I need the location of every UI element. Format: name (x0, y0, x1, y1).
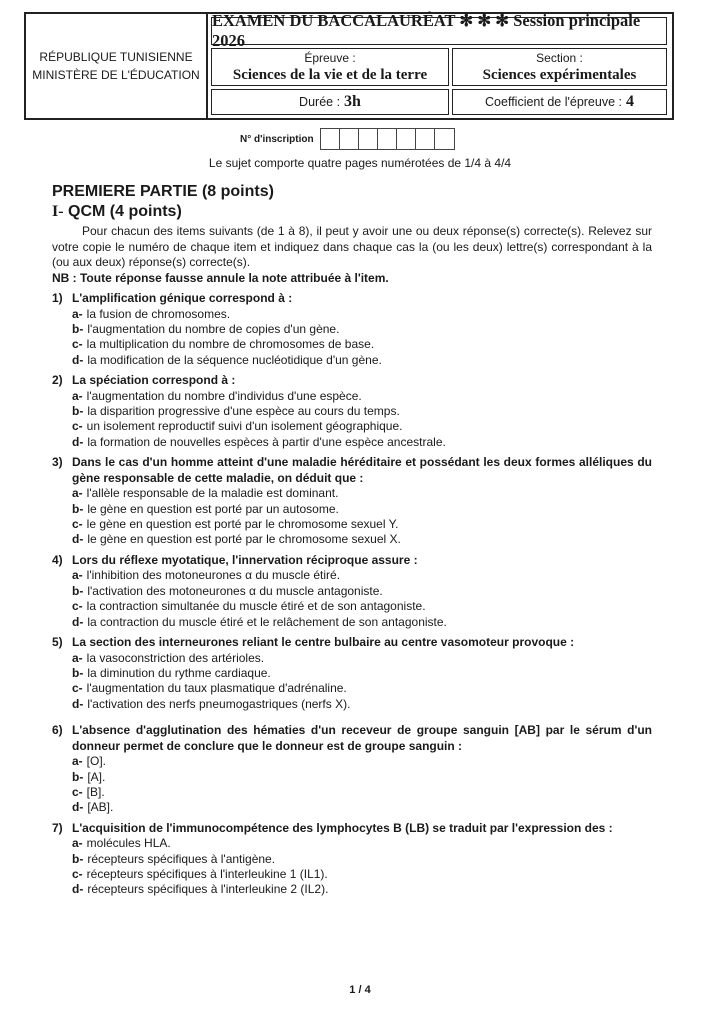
answer-option (72, 322, 652, 337)
option-text: la formation de nouvelles espèces à partir d'une espèce ancestrale. (87, 434, 446, 449)
question-number: 1) (52, 291, 63, 305)
option-letter: c- (72, 337, 83, 352)
option-letter: b- (72, 851, 84, 866)
answer-option (72, 754, 652, 769)
inscription-field (240, 128, 455, 150)
option-letter: a- (72, 754, 83, 769)
question-stem (52, 635, 652, 651)
answer-option (72, 419, 652, 434)
qcm-title-text: QCM (4 points) (68, 203, 182, 220)
duree-cell (211, 89, 449, 115)
option-text: la diminution du rythme cardiaque. (87, 665, 271, 680)
section-cell (452, 48, 667, 86)
answer-option (72, 615, 652, 630)
option-text: l'augmentation du nombre d'individus d'une espèce. (86, 388, 362, 403)
question-text: L'acquisition de l'immunocompétence des lymphocytes B (LB) se traduit par l'expression des : (72, 820, 613, 835)
part-title: PREMIERE PARTIE (8 points) (52, 183, 274, 200)
option-text: l'activation des motoneurones α du muscle antagoniste. (87, 583, 383, 598)
option-letter: a- (72, 836, 83, 851)
question-number: 2) (52, 373, 63, 388)
page-number: 1 / 4 (349, 984, 371, 996)
answer-option (72, 389, 652, 404)
option-text: la fusion de chromosomes. (86, 306, 231, 321)
answer-option (72, 770, 652, 785)
exam-title: EXAMEN DU BACCALAURÉAT ✻ ✻ ✻ Session principale 2026 (211, 17, 667, 45)
option-letter: d- (72, 614, 84, 629)
nb-note: NB : Toute réponse fausse annule la note attribuée à l'item. (52, 270, 389, 285)
option-letter: b- (72, 583, 84, 598)
pages-note: Le sujet comporte quatre pages numérotées de 1/4 à 4/4 (208, 156, 512, 170)
option-text: l'inhibition des motoneurones α du muscle étiré. (86, 568, 341, 583)
qcm-item (52, 553, 652, 630)
answer-option (72, 486, 652, 501)
coefficient-value: 4 (625, 93, 634, 110)
answer-option (72, 852, 652, 867)
answer-option (72, 435, 652, 450)
option-letter: c- (72, 784, 83, 799)
answer-option (72, 584, 652, 599)
option-letter: d- (72, 882, 84, 897)
option-text: la disparition progressive d'une espèce au cours du temps. (87, 404, 400, 419)
question-text: La section des interneurones reliant le centre bulbaire au centre vasomoteur provoque : (72, 635, 575, 649)
epreuve-cell (211, 48, 449, 86)
option-text: molécules HLA. (86, 836, 171, 851)
epreuve-label: Épreuve : (304, 51, 356, 65)
answer-option (72, 785, 652, 800)
inscription-digit-box[interactable] (321, 129, 340, 149)
section-label: Section : (536, 51, 583, 65)
question-stem (52, 455, 652, 486)
answer-option (72, 599, 652, 614)
inscription-digit-box[interactable] (416, 129, 435, 149)
option-letter: d- (72, 434, 84, 449)
question-stem (52, 373, 652, 389)
qcm-instructions (52, 224, 652, 271)
qcm-item (52, 635, 652, 712)
option-text: un isolement reproductif suivi d'un isolement géographique. (86, 419, 403, 434)
inscription-boxes[interactable] (320, 128, 455, 150)
answer-option (72, 568, 652, 583)
option-letter: b- (72, 404, 84, 419)
coefficient-label: Coefficient de l'épreuve : (485, 95, 622, 109)
option-letter: a- (72, 306, 83, 321)
option-text: l'augmentation du taux plasmatique d'adrénaline. (86, 681, 347, 696)
option-letter: d- (72, 532, 84, 547)
exam-header (24, 12, 674, 120)
question-text: Lors du réflexe myotatique, l'innervation réciproque assure : (72, 552, 418, 567)
question-stem (52, 553, 652, 569)
question-list (52, 291, 652, 898)
ministry-label: MINISTÈRE DE L'ÉDUCATION (32, 68, 200, 82)
qcm-item (52, 373, 652, 450)
question-stem (52, 821, 652, 837)
option-letter: d- (72, 352, 84, 367)
qcm-instructions-text: Pour chacun des items suivants (de 1 à 8), il peut y avoir une ou deux réponse(s) correcte(s). Relevez sur votre copie le numéro de chaque item et indiquez dans chaque cas la (ou les deux) lettre(s) correspondant à la (ou aux deux) réponse(s) correcte(s). (52, 224, 652, 269)
question-text: La spéciation correspond à : (72, 373, 236, 388)
option-text: [A]. (87, 769, 106, 784)
option-text: la multiplication du nombre de chromosomes de base. (86, 337, 375, 352)
question-number: 5) (52, 635, 63, 649)
republic-label: RÉPUBLIQUE TUNISIENNE (39, 50, 193, 64)
answer-option (72, 337, 652, 352)
option-letter: b- (72, 321, 84, 336)
answer-option (72, 307, 652, 322)
option-letter: b- (72, 665, 84, 680)
question-stem (52, 723, 652, 754)
option-text: la vasoconstriction des artérioles. (86, 650, 265, 665)
option-letter: a- (72, 568, 83, 583)
option-text: la contraction du muscle étiré et le relâchement de son antagoniste. (87, 614, 447, 629)
option-text: [AB]. (87, 800, 114, 815)
question-number: 3) (52, 455, 63, 470)
option-text: récepteurs spécifiques à l'interleukine 2 (IL2). (87, 882, 329, 897)
qcm-title (52, 202, 652, 222)
option-letter: d- (72, 696, 84, 711)
option-letter: c- (72, 867, 83, 882)
option-text: [B]. (86, 784, 105, 799)
question-text: L'amplification génique correspond à : (72, 291, 293, 305)
answer-option (72, 502, 652, 517)
question-stem (52, 291, 652, 307)
exam-content (52, 182, 652, 903)
coefficient-cell (452, 89, 667, 115)
option-letter: a- (72, 650, 83, 665)
option-letter: c- (72, 599, 83, 614)
epreuve-value: Sciences de la vie et de la terre (232, 67, 428, 83)
option-text: le gène en question est porté par le chromosome sexuel Y. (86, 517, 399, 532)
option-text: la modification de la séquence nucléotidique d'un gène. (87, 352, 382, 367)
option-text: l'allèle responsable de la maladie est dominant. (86, 486, 339, 501)
option-letter: a- (72, 486, 83, 501)
option-text: le gène en question est porté par le chromosome sexuel X. (87, 532, 401, 547)
qcm-item (52, 455, 652, 548)
answer-option (72, 651, 652, 666)
answer-option (72, 882, 652, 897)
option-text: l'activation des nerfs pneumogastriques (nerfs X). (87, 696, 351, 711)
qcm-item (52, 821, 652, 898)
option-letter: c- (72, 517, 83, 532)
option-text: récepteurs spécifiques à l'antigène. (87, 851, 276, 866)
duree-value: 3h (344, 93, 361, 110)
answer-option (72, 517, 652, 532)
answer-option (72, 353, 652, 368)
option-letter: b- (72, 501, 84, 516)
inscription-digit-box[interactable] (397, 129, 416, 149)
option-letter: b- (72, 769, 84, 784)
answer-option (72, 836, 652, 851)
qcm-roman: I- (52, 203, 64, 220)
option-text: récepteurs spécifiques à l'interleukine 1 (IL1). (86, 867, 328, 882)
option-text: l'augmentation du nombre de copies d'un gène. (87, 321, 340, 336)
question-number: 7) (52, 820, 63, 835)
answer-option (72, 800, 652, 815)
answer-option (72, 697, 652, 712)
question-text: Dans le cas d'un homme atteint d'une maladie héréditaire et possédant les deux formes alléliques du gène responsable de cette maladie, on déduit que : (72, 455, 652, 485)
question-number: 4) (52, 552, 63, 567)
exam-info-grid (206, 11, 672, 118)
answer-option (72, 404, 652, 419)
answer-option (72, 681, 652, 696)
inscription-digit-box[interactable] (435, 129, 454, 149)
inscription-digit-box[interactable] (359, 129, 378, 149)
answer-option (72, 666, 652, 681)
question-text: L'absence d'agglutination des hématies d'un receveur de groupe sanguin [AB] par le sérum d'un donneur permet de conclure que le donneur est de groupe sanguin : (72, 723, 652, 753)
option-letter: d- (72, 800, 84, 815)
ministry-block (26, 14, 206, 118)
option-text: la contraction simultanée du muscle étiré et de son antagoniste. (86, 599, 426, 614)
option-letter: c- (72, 419, 83, 434)
inscription-digit-box[interactable] (378, 129, 397, 149)
inscription-label: N° d'inscription (240, 133, 314, 145)
qcm-item (52, 723, 652, 816)
inscription-digit-box[interactable] (340, 129, 359, 149)
qcm-item (52, 291, 652, 368)
option-letter: c- (72, 681, 83, 696)
answer-option (72, 532, 652, 547)
section-value: Sciences expérimentales (482, 67, 637, 83)
duree-label: Durée : (299, 95, 341, 109)
option-text: [O]. (86, 754, 107, 769)
option-text: le gène en question est porté par un autosome. (87, 501, 339, 516)
option-letter: a- (72, 388, 83, 403)
answer-option (72, 867, 652, 882)
question-number: 6) (52, 723, 63, 738)
